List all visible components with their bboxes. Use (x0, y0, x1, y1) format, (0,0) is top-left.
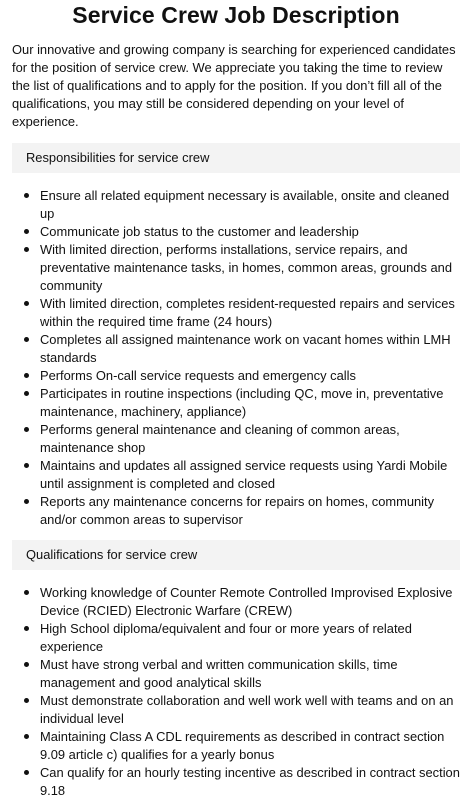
list-item-text: Participates in routine inspections (including QC, move in, preventative maintenance, machinery, appliance) (40, 386, 444, 419)
list-item (12, 421, 460, 457)
bullet-icon (24, 626, 29, 631)
list-item (12, 457, 460, 493)
bullet-icon (24, 698, 29, 703)
responsibilities-list (12, 187, 460, 529)
list-item-text: Performs On-call service requests and emergency calls (40, 368, 356, 383)
list-item (12, 656, 460, 692)
list-item-text: Completes all assigned maintenance work on vacant homes within LMH standards (40, 332, 451, 365)
list-item (12, 385, 460, 421)
list-item-text: Ensure all related equipment necessary is available, onsite and cleaned up (40, 188, 450, 221)
bullet-icon (24, 770, 29, 775)
list-item (12, 692, 460, 728)
list-item (12, 584, 460, 620)
list-item-text: Must have strong verbal and written communication skills, time management and good analytical skills (40, 657, 398, 690)
list-item-text: Communicate job status to the customer and leadership (40, 224, 359, 239)
list-item-text: High School diploma/equivalent and four or more years of related experience (40, 621, 412, 654)
list-item (12, 223, 460, 241)
bullet-icon (24, 373, 29, 378)
list-item (12, 295, 460, 331)
responsibilities-heading: Responsibilities for service crew (12, 143, 460, 173)
intro-paragraph: Our innovative and growing company is searching for experienced candidates for the position of service crew. We appreciate you taking the time to review the list of qualifications and to apply for the position. If you don’t fill all of the qualifications, you may still be considered depending on your level of experience. (12, 42, 456, 129)
bullet-icon (24, 427, 29, 432)
list-item (12, 367, 460, 385)
bullet-icon (24, 337, 29, 342)
list-item (12, 241, 460, 295)
qualifications-heading: Qualifications for service crew (12, 540, 460, 570)
list-item-text: Working knowledge of Counter Remote Controlled Improvised Explosive Device (RCIED) Electronic Warfare (CREW) (40, 585, 453, 618)
list-item (12, 187, 460, 223)
list-item (12, 493, 460, 529)
list-item-text: Reports any maintenance concerns for repairs on homes, community and/or common areas to supervisor (40, 494, 435, 527)
list-item-text: Maintains and updates all assigned service requests using Yardi Mobile until assignment is completed and closed (40, 458, 448, 491)
list-item-text: With limited direction, completes resident-requested repairs and services within the required time frame (24 hours) (40, 296, 455, 329)
qualifications-list (12, 584, 460, 800)
bullet-icon (24, 229, 29, 234)
bullet-icon (24, 463, 29, 468)
list-item (12, 764, 460, 800)
list-item-text: With limited direction, performs installations, service repairs, and preventative maintenance tasks, in homes, common areas, grounds and community (40, 242, 453, 293)
bullet-icon (24, 247, 29, 252)
bullet-icon (24, 662, 29, 667)
bullet-icon (24, 734, 29, 739)
page-title: Service Crew Job Description (72, 2, 400, 28)
bullet-icon (24, 301, 29, 306)
list-item-text: Maintaining Class A CDL requirements as described in contract section 9.09 article c) qualifies for a yearly bonus (40, 729, 445, 762)
list-item (12, 728, 460, 764)
bullet-icon (24, 193, 29, 198)
bullet-icon (24, 590, 29, 595)
list-item (12, 331, 460, 367)
list-item-text: Can qualify for an hourly testing incentive as described in contract section 9.18 (40, 765, 460, 798)
list-item-text: Must demonstrate collaboration and well work well with teams and on an individual level (40, 693, 454, 726)
bullet-icon (24, 391, 29, 396)
list-item (12, 620, 460, 656)
list-item-text: Performs general maintenance and cleaning of common areas, maintenance shop (40, 422, 400, 455)
bullet-icon (24, 499, 29, 504)
